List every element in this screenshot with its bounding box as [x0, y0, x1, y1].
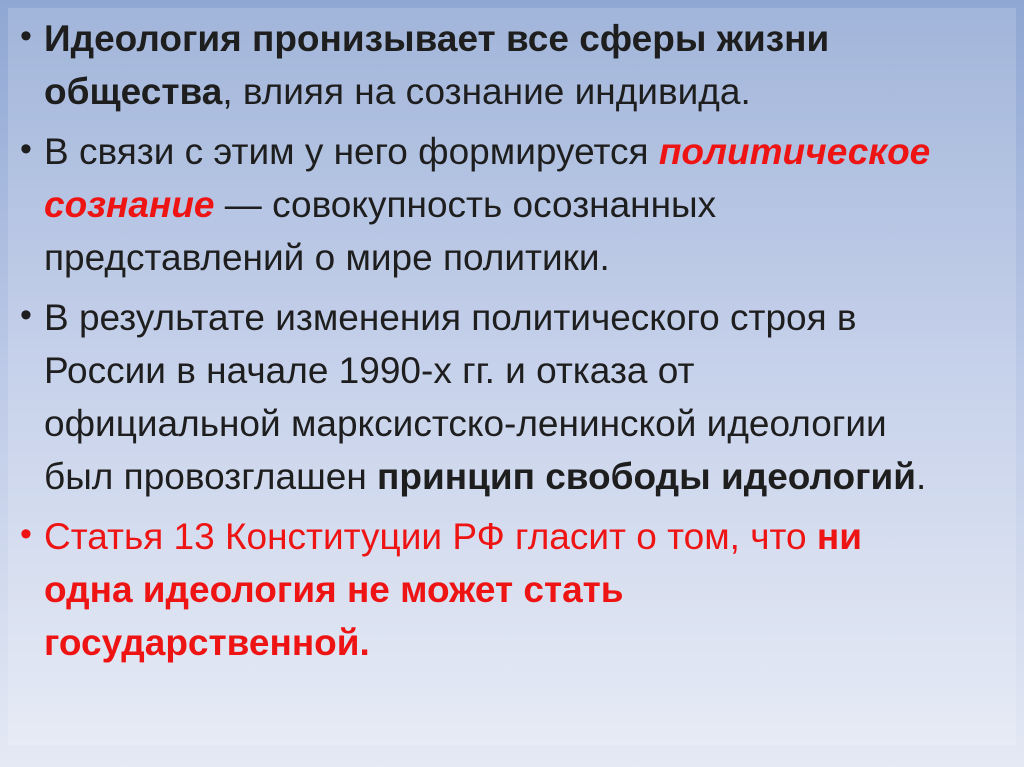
bullet-text	[44, 18, 829, 112]
bullet-item	[20, 12, 936, 118]
text-segment: Статья 13 Конституции РФ гласит о том, что	[44, 516, 817, 557]
bullet-item	[20, 510, 936, 669]
bullet-marker: •	[20, 17, 32, 55]
text-segment-highlight: политическое сознание	[44, 131, 931, 225]
text-segment-emphasis: ни одна идеология не может стать государственной.	[44, 516, 862, 663]
bullet-item	[20, 291, 936, 503]
text-segment: В результате изменения политического строя в России в начале 1990-х гг. и отказа от официальной марксистско-ленинской идеологии был провозглашен	[44, 297, 887, 497]
bullet-marker: •	[20, 130, 32, 168]
text-segment: — совокупность осознанных представлений о мире политики.	[44, 184, 717, 278]
bullet-text	[44, 516, 862, 663]
bullet-marker: •	[20, 515, 32, 553]
text-segment: В связи с этим у него формируется	[44, 131, 659, 172]
text-segment-emphasis: принцип свободы идеологий	[377, 456, 916, 497]
bullet-text	[44, 131, 930, 278]
bullet-item	[20, 125, 936, 284]
bullet-marker: •	[20, 296, 32, 334]
text-segment: , влияя на сознание индивида.	[222, 71, 751, 112]
bullet-text	[44, 297, 926, 497]
text-segment: Идеология пронизывает все сферы жизни общества	[44, 18, 830, 112]
text-segment: .	[916, 456, 927, 497]
